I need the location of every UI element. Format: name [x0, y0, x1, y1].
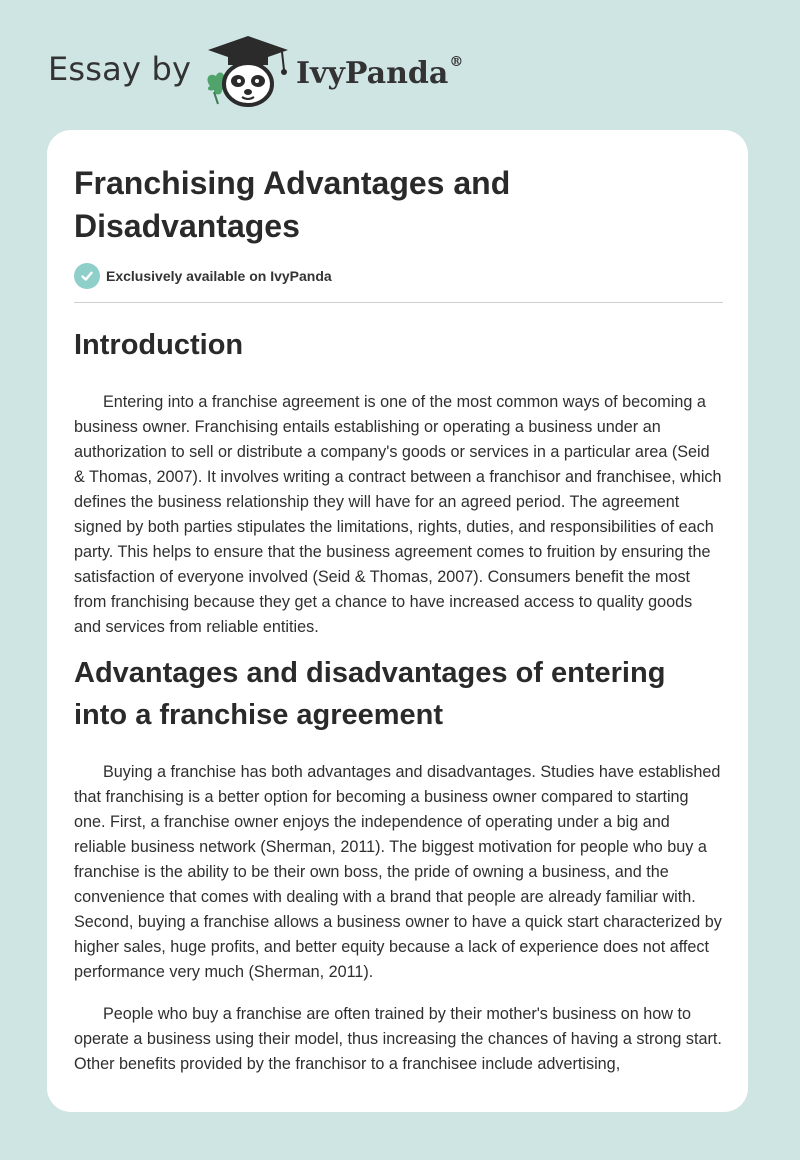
paragraph: Entering into a franchise agreement is one of the most common ways of becoming a business owner. Franchising entails establishing or operating a business under an authorization to sell or distribute a company's goods or services in a particular area (Seid & Thomas, 2007). It involves writing a contract between a franchisor and franchisee, which defines the business relationship they will have for an agreed period. The agreement signed by both parties stipulates the limitations, rights, duties, and responsibilities of each party. This helps to ensure that the business agreement comes to fruition by ensuring the satisfaction of everyone involved (Seid & Thomas, 2007). Consumers benefit the most from franchising because they get a chance to have increased access to quality goods and services from reliable entities.: [74, 393, 722, 636]
paragraph: People who buy a franchise are often trained by their mother's business on how to operate a business using their model, thus increasing the chances of having a strong start. Other benefits provided by the franchisor to a franchisee include advertising,: [74, 1005, 722, 1073]
brand-name[interactable]: [296, 56, 463, 91]
divider: [74, 302, 723, 303]
article-card: [47, 130, 748, 1112]
article-body: [74, 320, 723, 1077]
section-heading-introduction: Introduction: [74, 329, 244, 361]
site-header: [48, 34, 508, 114]
paragraph: Buying a franchise has both advantages and disadvantages. Studies have established that franchising is a better option for becoming a business owner compared to starting one. First, a franchise owner enjoys the independence of operating under a big and reliable business network (Sherman, 2011). The biggest motivation for people who buy a franchise is the ability to be their own boss, the pride of owning a business, and the convenience that comes with dealing with a brand that people are already familiar with. Second, buying a franchise allows a business owner to have a quick start characterized by higher sales, huge profits, and better equity because a lack of experience does not affect performance very much (Sherman, 2011).: [74, 763, 722, 981]
panda-graduation-cap-icon[interactable]: [202, 34, 294, 108]
brand-text: IvyPanda: [296, 56, 449, 91]
section-heading-advantages: Advantages and disadvantages of entering into a franchise agreement: [74, 657, 666, 731]
check-circle-icon: [74, 263, 100, 289]
exclusive-badge: [74, 263, 332, 289]
registered-mark: ®: [449, 54, 464, 70]
page-title: Franchising Advantages and Disadvantages: [74, 165, 511, 244]
essay-by-label: Essay by: [48, 50, 192, 88]
badge-label: Exclusively available on IvyPanda: [106, 268, 332, 284]
